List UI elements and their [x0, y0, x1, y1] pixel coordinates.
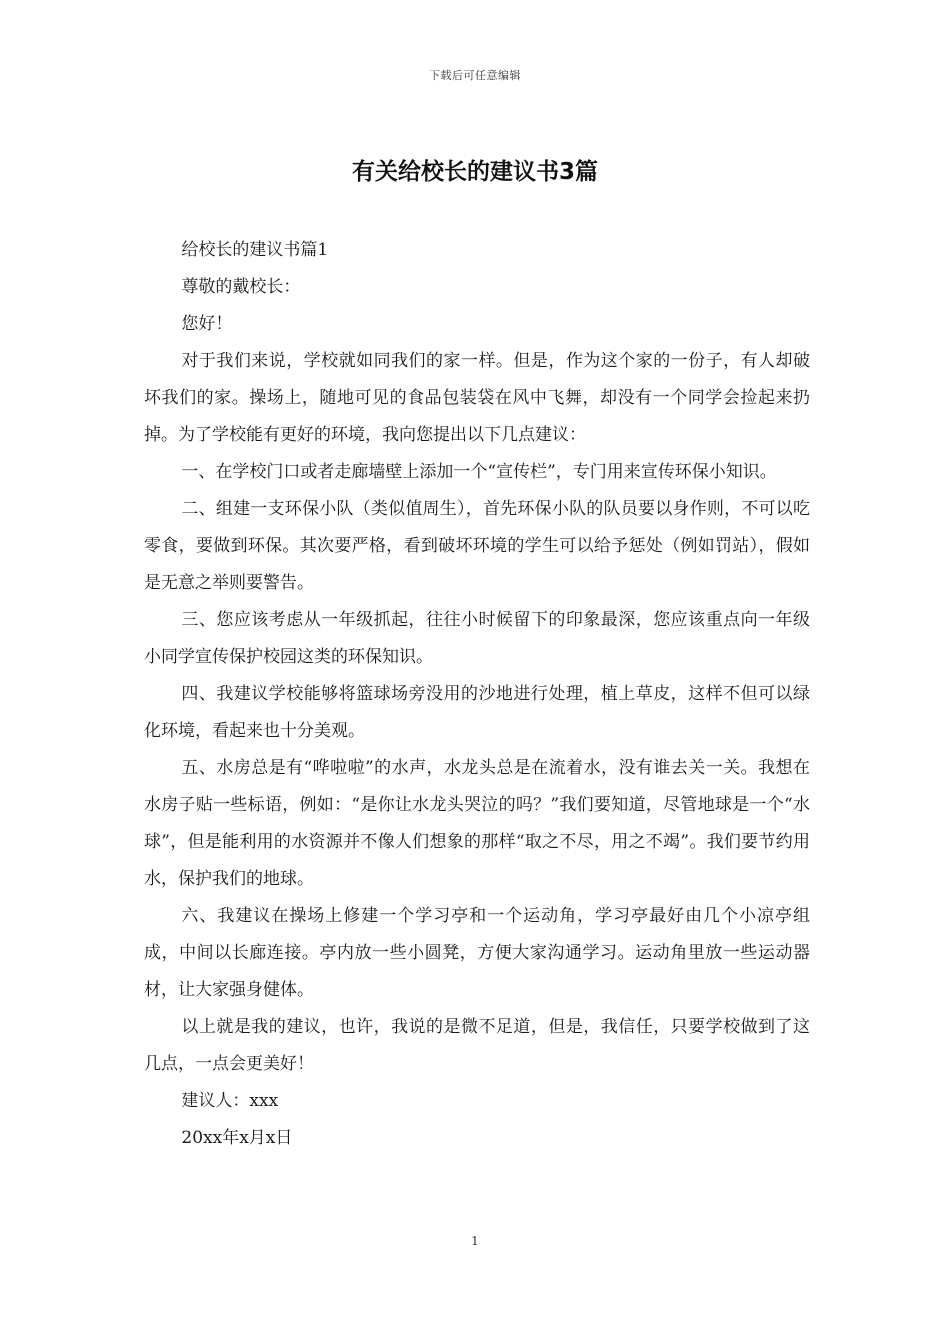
- suggestion-5: 五、水房总是有“哗啦啦”的水声，水龙头总是在流着水，没有谁去关一关。我想在水房子贴一些标语，例如：“是你让水龙头哭泣的吗？”我们要知道，尽管地球是一个“水球”，但是能利用的水资源并不像人们想象的那样“取之不尽，用之不竭”。我们要节约用水，保护我们的地球。: [144, 758, 810, 889]
- conclusion-paragraph: 以上就是我的建议，也许，我说的是微不足道，但是，我信任，只要学校做到了这几点，一点会更美好！: [144, 1017, 810, 1074]
- document-body: [144, 232, 810, 1157]
- date-line: 20xx年x月x日: [181, 1128, 293, 1148]
- signature-line: 建议人：xxx: [181, 1091, 279, 1111]
- suggestion-1: 一、在学校门口或者走廊墙壁上添加一个“宣传栏”，专门用来宣传环保小知识。: [181, 462, 777, 482]
- suggestion-4: 四、我建议学校能够将篮球场旁没用的沙地进行处理，植上草皮，这样不但可以绿化环境，看起来也十分美观。: [144, 684, 810, 741]
- body-paragraph-intro: 对于我们来说，学校就如同我们的家一样。但是，作为这个家的一份子，有人却破坏我们的家。操场上，随地可见的食品包装袋在风中飞舞，却没有一个同学会捡起来扔掉。为了学校能有更好的环境，我向您提出以下几点建议：: [144, 351, 810, 445]
- section-heading: 给校长的建议书篇1: [181, 240, 329, 260]
- document-title: 有关给校长的建议书3篇: [351, 159, 598, 185]
- salutation: 尊敬的戴校长：: [181, 277, 301, 297]
- header-note: 下载后可任意编辑: [429, 69, 521, 82]
- suggestion-6: 六、我建议在操场上修建一个学习亭和一个运动角，学习亭最好由几个小凉亭组成，中间以长廊连接。亭内放一些小圆凳，方便大家沟通学习。运动角里放一些运动器材，让大家强身健体。: [144, 906, 810, 1000]
- greeting: 您好！: [181, 314, 233, 334]
- suggestion-2: 二、组建一支环保小队（类似值周生），首先环保小队的队员要以身作则，不可以吃零食，要做到环保。其次要严格，看到破坏环境的学生可以给予惩处（例如罚站），假如是无意之举则要警告。: [144, 499, 810, 593]
- page-number: 1: [471, 1234, 479, 1248]
- suggestion-3: 三、您应该考虑从一年级抓起，往往小时候留下的印象最深，您应该重点向一年级小同学宣传保护校园这类的环保知识。: [144, 610, 810, 667]
